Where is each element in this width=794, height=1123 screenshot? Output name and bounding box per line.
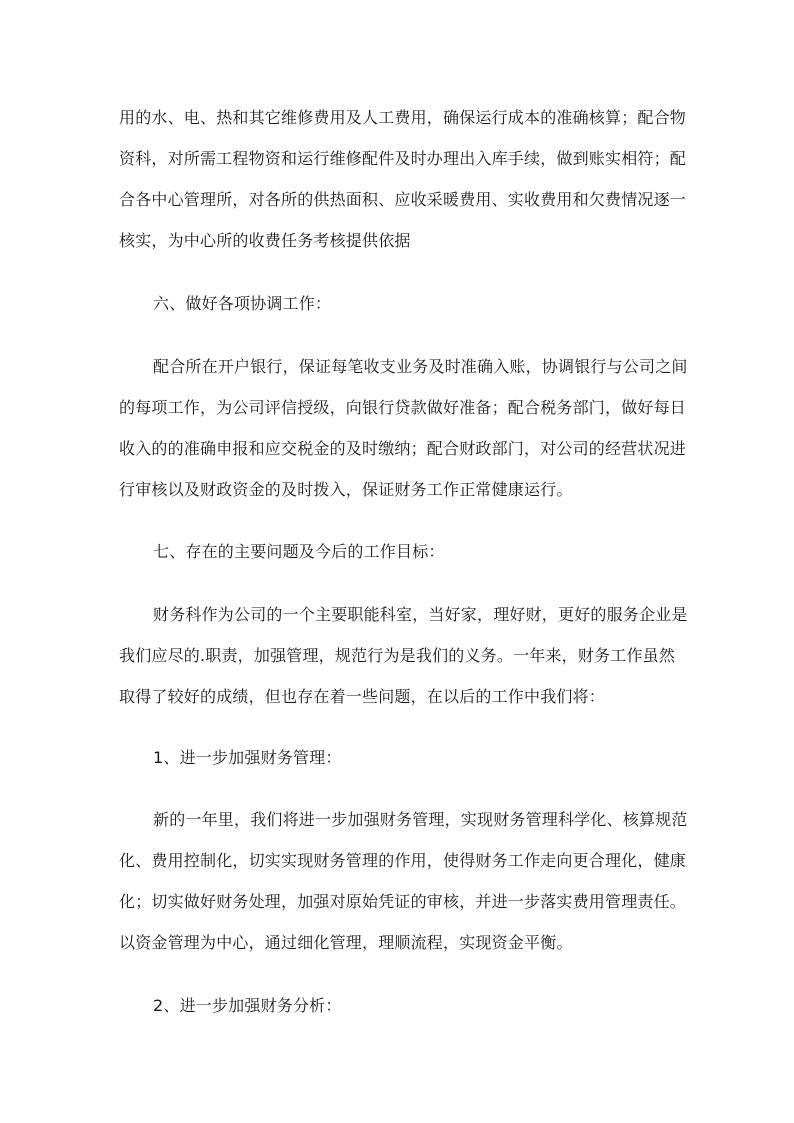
paragraph-line: 的每项工作，为公司评信授级，向银行贷款做好准备；配合税务部门，做好每日 [119, 398, 687, 417]
section-heading [119, 531, 679, 572]
paragraph [119, 346, 688, 510]
paragraph-line: 财务科作为公司的一个主要职能科室，当好家，理好财，更好的服务企业是 [153, 605, 688, 624]
paragraph-line: 以资金管理为中心，通过细化管理，理顺流程，实现资金平衡。 [119, 933, 573, 952]
paragraph-line: 化、费用控制化，切实实现财务管理的作用，使得财务工作走向更合理化，健康 [119, 851, 687, 870]
paragraph-line: 新的一年里，我们将进一步加强财务管理，实现财务管理科学化、核算规范 [153, 810, 688, 829]
paragraph-continuation [119, 97, 687, 261]
paragraph-line: 用的水、电、热和其它维修费用及人工费用，确保运行成本的准确核算；配合物 [119, 108, 687, 127]
paragraph-line: 化；切实做好财务处理，加强对原始凭证的审核，并进一步落实费用管理责任。 [119, 892, 687, 911]
paragraph-line: 合各中心管理所，对各所的供热面积、应收采暖费用、实收费用和欠费情况逐一 [119, 190, 687, 209]
paragraph-line: 取得了较好的成绩，但也存在着一些问题，在以后的工作中我们将： [119, 687, 606, 706]
paragraph-line: 配合所在开户银行，保证每笔收支业务及时准确入账，协调银行与公司之间 [153, 357, 688, 376]
section-heading [119, 283, 679, 324]
heading-line: 七、存在的主要问题及今后的工作目标： [153, 542, 445, 561]
subsection-heading [119, 985, 679, 1026]
heading-line: 1、进一步加强财务管理： [153, 748, 342, 767]
paragraph-line: 行审核以及财政资金的及时拨入，保证财务工作正常健康运行。 [119, 480, 573, 499]
heading-line: 2、进一步加强财务分析： [153, 996, 342, 1015]
paragraph [119, 799, 688, 963]
paragraph-line: 资科，对所需工程物资和运行维修配件及时办理出入库手续，做到账实相符；配 [119, 149, 687, 168]
paragraph-line: 我们应尽的.职责，加强管理，规范行为是我们的义务。一年来，财务工作虽然 [119, 646, 676, 665]
subsection-heading [119, 737, 679, 778]
paragraph-line: 核实，为中心所的收费任务考核提供依据 [119, 231, 411, 250]
paragraph-line: 收入的的准确申报和应交税金的及时缴纳；配合财政部门，对公司的经营状况进 [119, 439, 687, 458]
heading-line: 六、做好各项协调工作： [153, 294, 332, 313]
paragraph [119, 594, 688, 717]
